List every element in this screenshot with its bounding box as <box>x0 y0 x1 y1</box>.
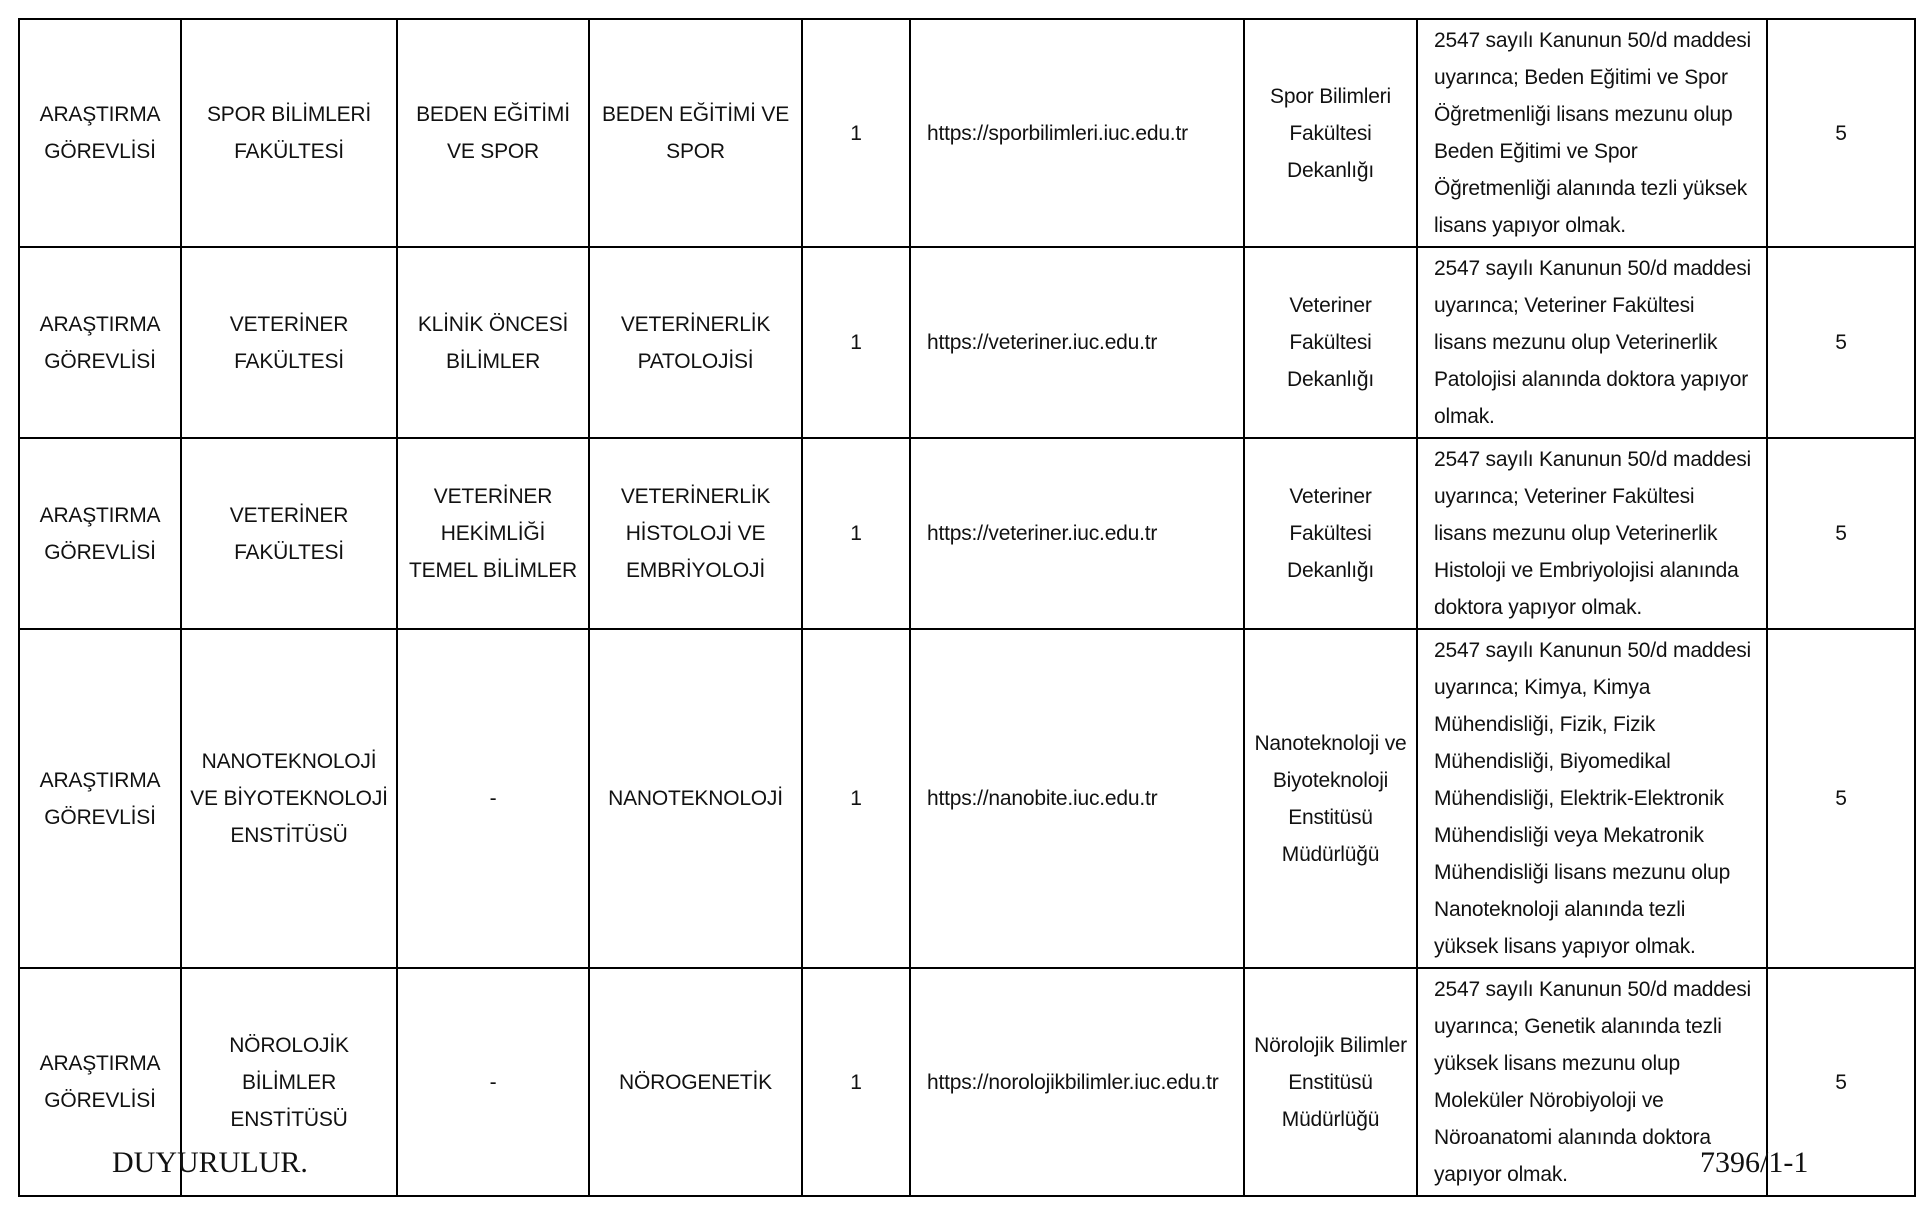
department-cell: BEDEN EĞİTİMİ VE SPOR <box>397 19 589 247</box>
requirement-cell: 2547 sayılı Kanunun 50/d maddesi uyarınca; Genetik alanında tezli yüksek lisans mezunu olup Moleküler Nörobiyoloji ve Nöroanatomi alanında doktora yapıyor olmak. <box>1417 968 1767 1196</box>
title-cell: ARAŞTIRMA GÖREVLİSİ <box>19 968 181 1196</box>
url-cell: https://nanobite.iuc.edu.tr <box>910 629 1244 968</box>
unit-cell: NÖROLOJİK BİLİMLER ENSTİTÜSÜ <box>181 968 397 1196</box>
title-cell: ARAŞTIRMA GÖREVLİSİ <box>19 19 181 247</box>
department-cell: KLİNİK ÖNCESİ BİLİMLER <box>397 247 589 438</box>
office-cell: Veteriner Fakültesi Dekanlığı <box>1244 247 1417 438</box>
reference-number: 7396/1-1 <box>1700 1146 1809 1179</box>
requirement-cell: 2547 sayılı Kanunun 50/d maddesi uyarınca; Veteriner Fakültesi lisans mezunu olup Veterinerlik Histoloji ve Embriyolojisi alanında doktora yapıyor olmak. <box>1417 438 1767 629</box>
office-cell: Nörolojik Bilimler Enstitüsü Müdürlüğü <box>1244 968 1417 1196</box>
department-cell: - <box>397 629 589 968</box>
requirement-cell: 2547 sayılı Kanunun 50/d maddesi uyarınca; Kimya, Kimya Mühendisliği, Fizik, Fizik Mühendisliği, Biyomedikal Mühendisliği, Elektrik-Elektronik Mühendisliği veya Mekatronik Mühendisliği lisans mezunu olup Nanoteknoloji alanında tezli yüksek lisans yapıyor olmak. <box>1417 629 1767 968</box>
url-cell: https://veteriner.iuc.edu.tr <box>910 438 1244 629</box>
office-cell: Nanoteknoloji ve Biyoteknoloji Enstitüsü Müdürlüğü <box>1244 629 1417 968</box>
title-cell: ARAŞTIRMA GÖREVLİSİ <box>19 629 181 968</box>
count-cell: 1 <box>802 438 910 629</box>
office-cell: Spor Bilimleri Fakültesi Dekanlığı <box>1244 19 1417 247</box>
requirement-cell: 2547 sayılı Kanunun 50/d maddesi uyarınca; Beden Eğitimi ve Spor Öğretmenliği lisans mezunu olup Beden Eğitimi ve Spor Öğretmenliği alanında tezli yüksek lisans yapıyor olmak. <box>1417 19 1767 247</box>
table-row <box>19 629 1915 968</box>
url-cell: https://veteriner.iuc.edu.tr <box>910 247 1244 438</box>
table-row <box>19 247 1915 438</box>
url-cell: https://norolojikbilimler.iuc.edu.tr <box>910 968 1244 1196</box>
unit-cell: SPOR BİLİMLERİ FAKÜLTESİ <box>181 19 397 247</box>
title-cell: ARAŞTIRMA GÖREVLİSİ <box>19 438 181 629</box>
program-cell: NANOTEKNOLOJİ <box>589 629 802 968</box>
count-cell: 1 <box>802 629 910 968</box>
url-cell: https://sporbilimleri.iuc.edu.tr <box>910 19 1244 247</box>
program-cell: NÖROGENETİK <box>589 968 802 1196</box>
positions-table <box>18 18 1916 1197</box>
unit-cell: VETERİNER FAKÜLTESİ <box>181 247 397 438</box>
count-cell: 1 <box>802 968 910 1196</box>
department-cell: VETERİNER HEKİMLİĞİ TEMEL BİLİMLER <box>397 438 589 629</box>
requirement-cell: 2547 sayılı Kanunun 50/d maddesi uyarınca; Veteriner Fakültesi lisans mezunu olup Veterinerlik Patolojisi alanında doktora yapıyor olmak. <box>1417 247 1767 438</box>
department-cell: - <box>397 968 589 1196</box>
degree-cell: 5 <box>1767 19 1915 247</box>
degree-cell: 5 <box>1767 629 1915 968</box>
unit-cell: NANOTEKNOLOJİ VE BİYOTEKNOLOJİ ENSTİTÜSÜ <box>181 629 397 968</box>
count-cell: 1 <box>802 19 910 247</box>
table-row <box>19 19 1915 247</box>
program-cell: BEDEN EĞİTİMİ VE SPOR <box>589 19 802 247</box>
table-row <box>19 438 1915 629</box>
unit-cell: VETERİNER FAKÜLTESİ <box>181 438 397 629</box>
office-cell: Veteriner Fakültesi Dekanlığı <box>1244 438 1417 629</box>
count-cell: 1 <box>802 247 910 438</box>
degree-cell: 5 <box>1767 247 1915 438</box>
degree-cell: 5 <box>1767 438 1915 629</box>
program-cell: VETERİNERLİK PATOLOJİSİ <box>589 247 802 438</box>
degree-cell: 5 <box>1767 968 1915 1196</box>
program-cell: VETERİNERLİK HİSTOLOJİ VE EMBRİYOLOJİ <box>589 438 802 629</box>
title-cell: ARAŞTIRMA GÖREVLİSİ <box>19 247 181 438</box>
announcement-text: DUYURULUR. <box>112 1146 308 1179</box>
